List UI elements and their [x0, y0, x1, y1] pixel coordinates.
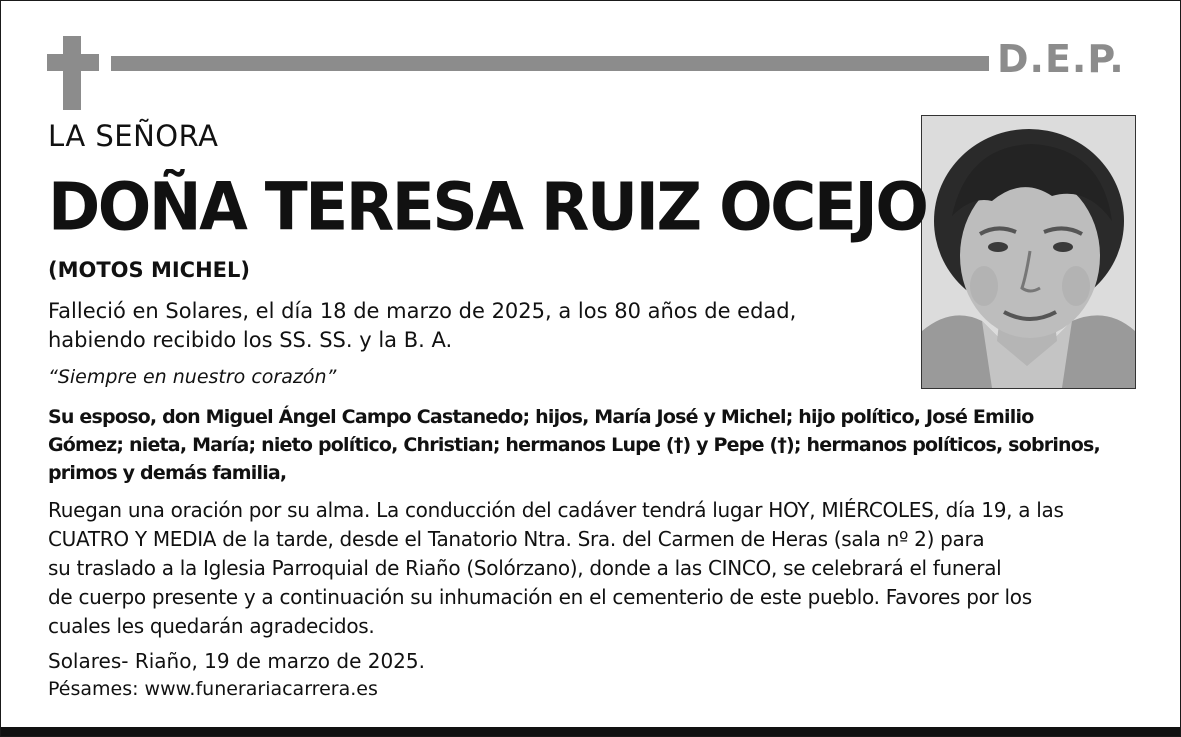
nickname: (MOTOS MICHEL): [48, 258, 250, 282]
funeral-line: CUATRO Y MEDIA de la tarde, desde el Tanatorio Ntra. Sra. del Carmen de Heras (sala nº 2) para: [48, 527, 985, 551]
header-rule: [111, 56, 989, 71]
motto: “Siempre en nuestro corazón”: [48, 366, 337, 388]
death-notice-line: Falleció en Solares, el día 18 de marzo de 2025, a los 80 años de edad,: [48, 299, 797, 323]
portrait-photo: [921, 115, 1136, 389]
bottom-rule: [1, 727, 1180, 736]
funeral-line: Ruegan una oración por su alma. La conducción del cadáver tendrá lugar HOY, MIÉRCOLES, día 19, a las: [48, 498, 1064, 522]
death-notice-line: habiendo recibido los SS. SS. y la B. A.: [48, 328, 453, 352]
funeral-line: de cuerpo presente y a continuación su inhumación en el cementerio de este pueblo. Favores por los: [48, 585, 1032, 609]
family-list: [48, 403, 1100, 487]
dep-label: D.E.P.: [997, 37, 1125, 81]
honorific: LA SEÑORA: [48, 119, 219, 153]
place-date: Solares- Riaño, 19 de marzo de 2025.: [48, 649, 425, 673]
family-line: primos y demás familia,: [48, 462, 287, 484]
funeral-line: su traslado a la Iglesia Parroquial de Riaño (Solórzano), donde a las CINCO, se celebrará el funeral: [48, 556, 1002, 580]
condolences-link[interactable]: Pésames: www.funerariacarrera.es: [48, 678, 378, 700]
deceased-name: DOÑA TERESA RUIZ OCEJO: [48, 169, 927, 245]
funeral-line: cuales les quedarán agradecidos.: [48, 614, 375, 638]
cross-icon: [47, 36, 99, 110]
death-notice: [48, 297, 796, 355]
portrait-image: [922, 116, 1135, 388]
family-line: Gómez; nieta, María; nieto político, Christian; hermanos Lupe (†) y Pepe (†); hermanos políticos, sobrinos,: [48, 434, 1100, 456]
family-line: Su esposo, don Miguel Ángel Campo Castanedo; hijos, María José y Michel; hijo político, José Emilio: [48, 406, 1034, 428]
funeral-details: [48, 496, 1064, 641]
